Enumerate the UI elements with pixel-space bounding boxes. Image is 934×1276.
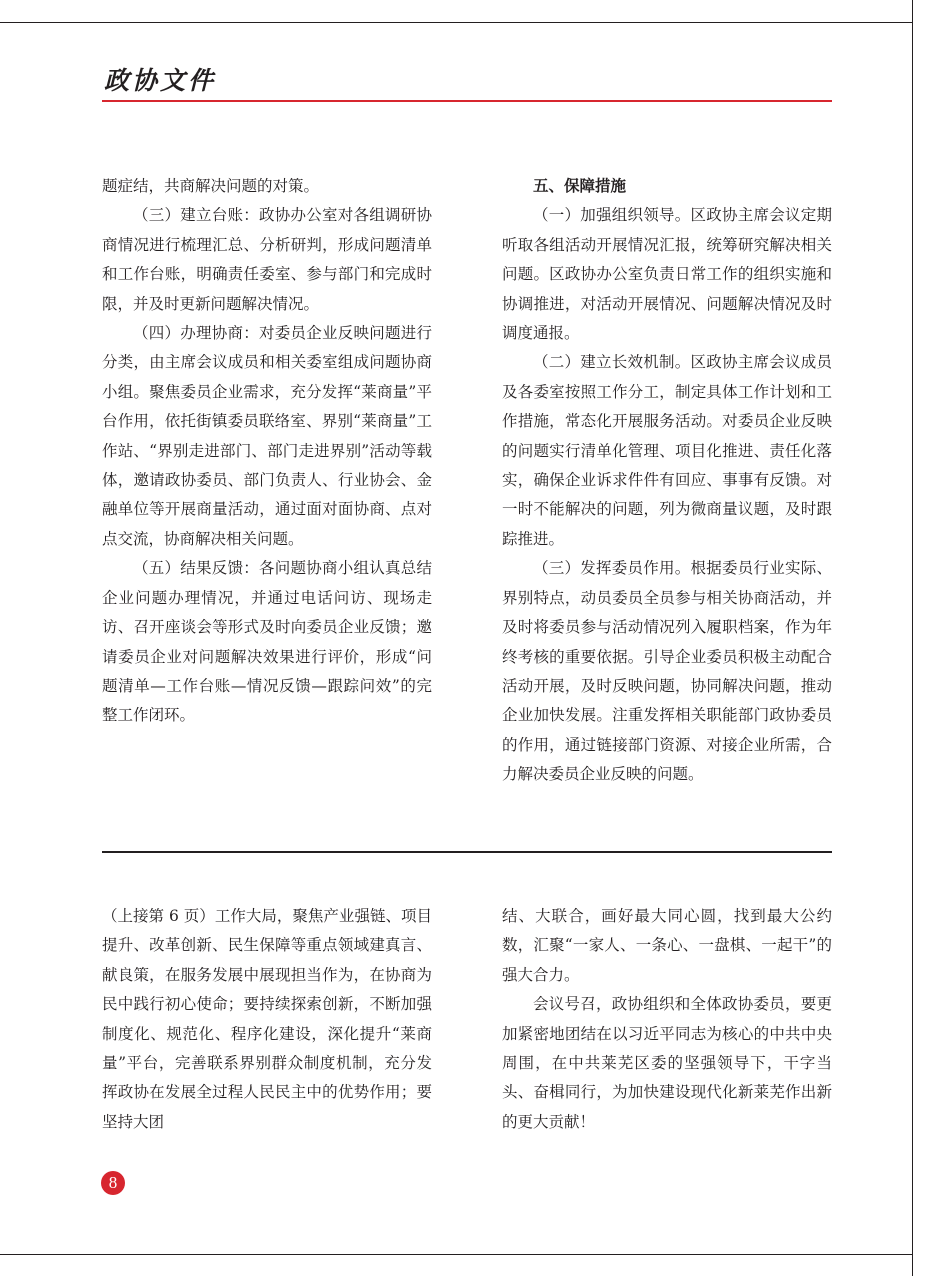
header-title: 政协文件 xyxy=(104,66,217,95)
crop-mark xyxy=(912,0,913,1276)
paragraph: （三）建立台账：政协办公室对各组调研协商情况进行梳理汇总、分析研判，形成问题清单和工作台账，明确责任委室、参与部门和完成时限，并及时更新问题解决情况。 xyxy=(102,206,432,313)
top-right-column xyxy=(502,172,832,790)
page-number: 8 xyxy=(101,1171,125,1195)
bottom-left-column xyxy=(102,902,432,1137)
paragraph: （五）结果反馈：各问题协商小组认真总结企业问题办理情况，并通过电话问访、现场走访、召开座谈会等形式及时向委员企业反馈；邀请委员企业对问题解决效果进行评价，形成“问题清单—工作台账—情况反馈—跟踪问效”的完整工作闭环。 xyxy=(102,559,432,725)
paragraph: （四）办理协商：对委员企业反映问题进行分类，由主席会议成员和相关委室组成问题协商小组。聚焦委员企业需求，充分发挥“莱商量”平台作用，依托街镇委员联络室、界别“莱商量”工作站、“界别走进部门、部门走进界别”活动等载体，邀请政协委员、部门负责人、行业协会、金融单位等开展商量活动，通过面对面协商、点对点交流，协商解决相关问题。 xyxy=(102,324,432,548)
paragraph: 题症结，共商解决问题的对策。 xyxy=(102,177,320,195)
bottom-right-column xyxy=(502,902,832,1137)
top-left-column xyxy=(102,172,432,731)
paragraph: （三）发挥委员作用。根据委员行业实际、界别特点，动员委员全员参与相关协商活动，并及时将委员参与活动情况列入履职档案，作为年终考核的重要依据。引导企业委员积极主动配合活动开展，及时反映问题，协同解决问题，推动企业加快发展。注重发挥相关职能部门政协委员的作用，通过链接部门资源、对接企业所需，合力解决委员企业反映的问题。 xyxy=(502,559,832,784)
paragraph: （上接第 6 页）工作大局，聚焦产业强链、项目提升、改革创新、民生保障等重点领域建真言、献良策，在服务发展中展现担当作为，在协商为民中践行初心使命；要持续探索创新，不断加强制度化、规范化、程序化建设，深化提升“莱商量”平台，完善联系界别群众制度机制，充分发挥政协在发展全过程人民民主中的优势作用；要坚持大团 xyxy=(102,907,432,1131)
header-rule xyxy=(102,100,832,102)
crop-mark xyxy=(0,22,912,23)
section-divider xyxy=(102,851,832,853)
paragraph: （一）加强组织领导。区政协主席会议定期听取各组活动开展情况汇报，统筹研究解决相关问题。区政协办公室负责日常工作的组织实施和协调推进，对活动开展情况、问题解决情况及时调度通报。 xyxy=(502,206,832,343)
paragraph: 会议号召，政协组织和全体政协委员，要更加紧密地团结在以习近平同志为核心的中共中央周围，在中共莱芜区委的坚强领导下，干字当头、奋楫同行，为加快建设现代化新莱芜作出新的更大贡献！ xyxy=(502,995,832,1131)
section-heading: 五、保障措施 xyxy=(533,177,627,195)
paragraph: （二）建立长效机制。区政协主席会议成员及各委室按照工作分工，制定具体工作计划和工作措施，常态化开展服务活动。对委员企业反映的问题实行清单化管理、项目化推进、责任化落实，确保企业诉求件件有回应、事事有反馈。对一时不能解决的问题，列为微商量议题，及时跟踪推进。 xyxy=(502,353,832,548)
paragraph: 结、大联合，画好最大同心圆，找到最大公约数，汇聚“一家人、一条心、一盘棋、一起干”的强大合力。 xyxy=(502,907,832,984)
crop-mark xyxy=(0,1254,912,1255)
